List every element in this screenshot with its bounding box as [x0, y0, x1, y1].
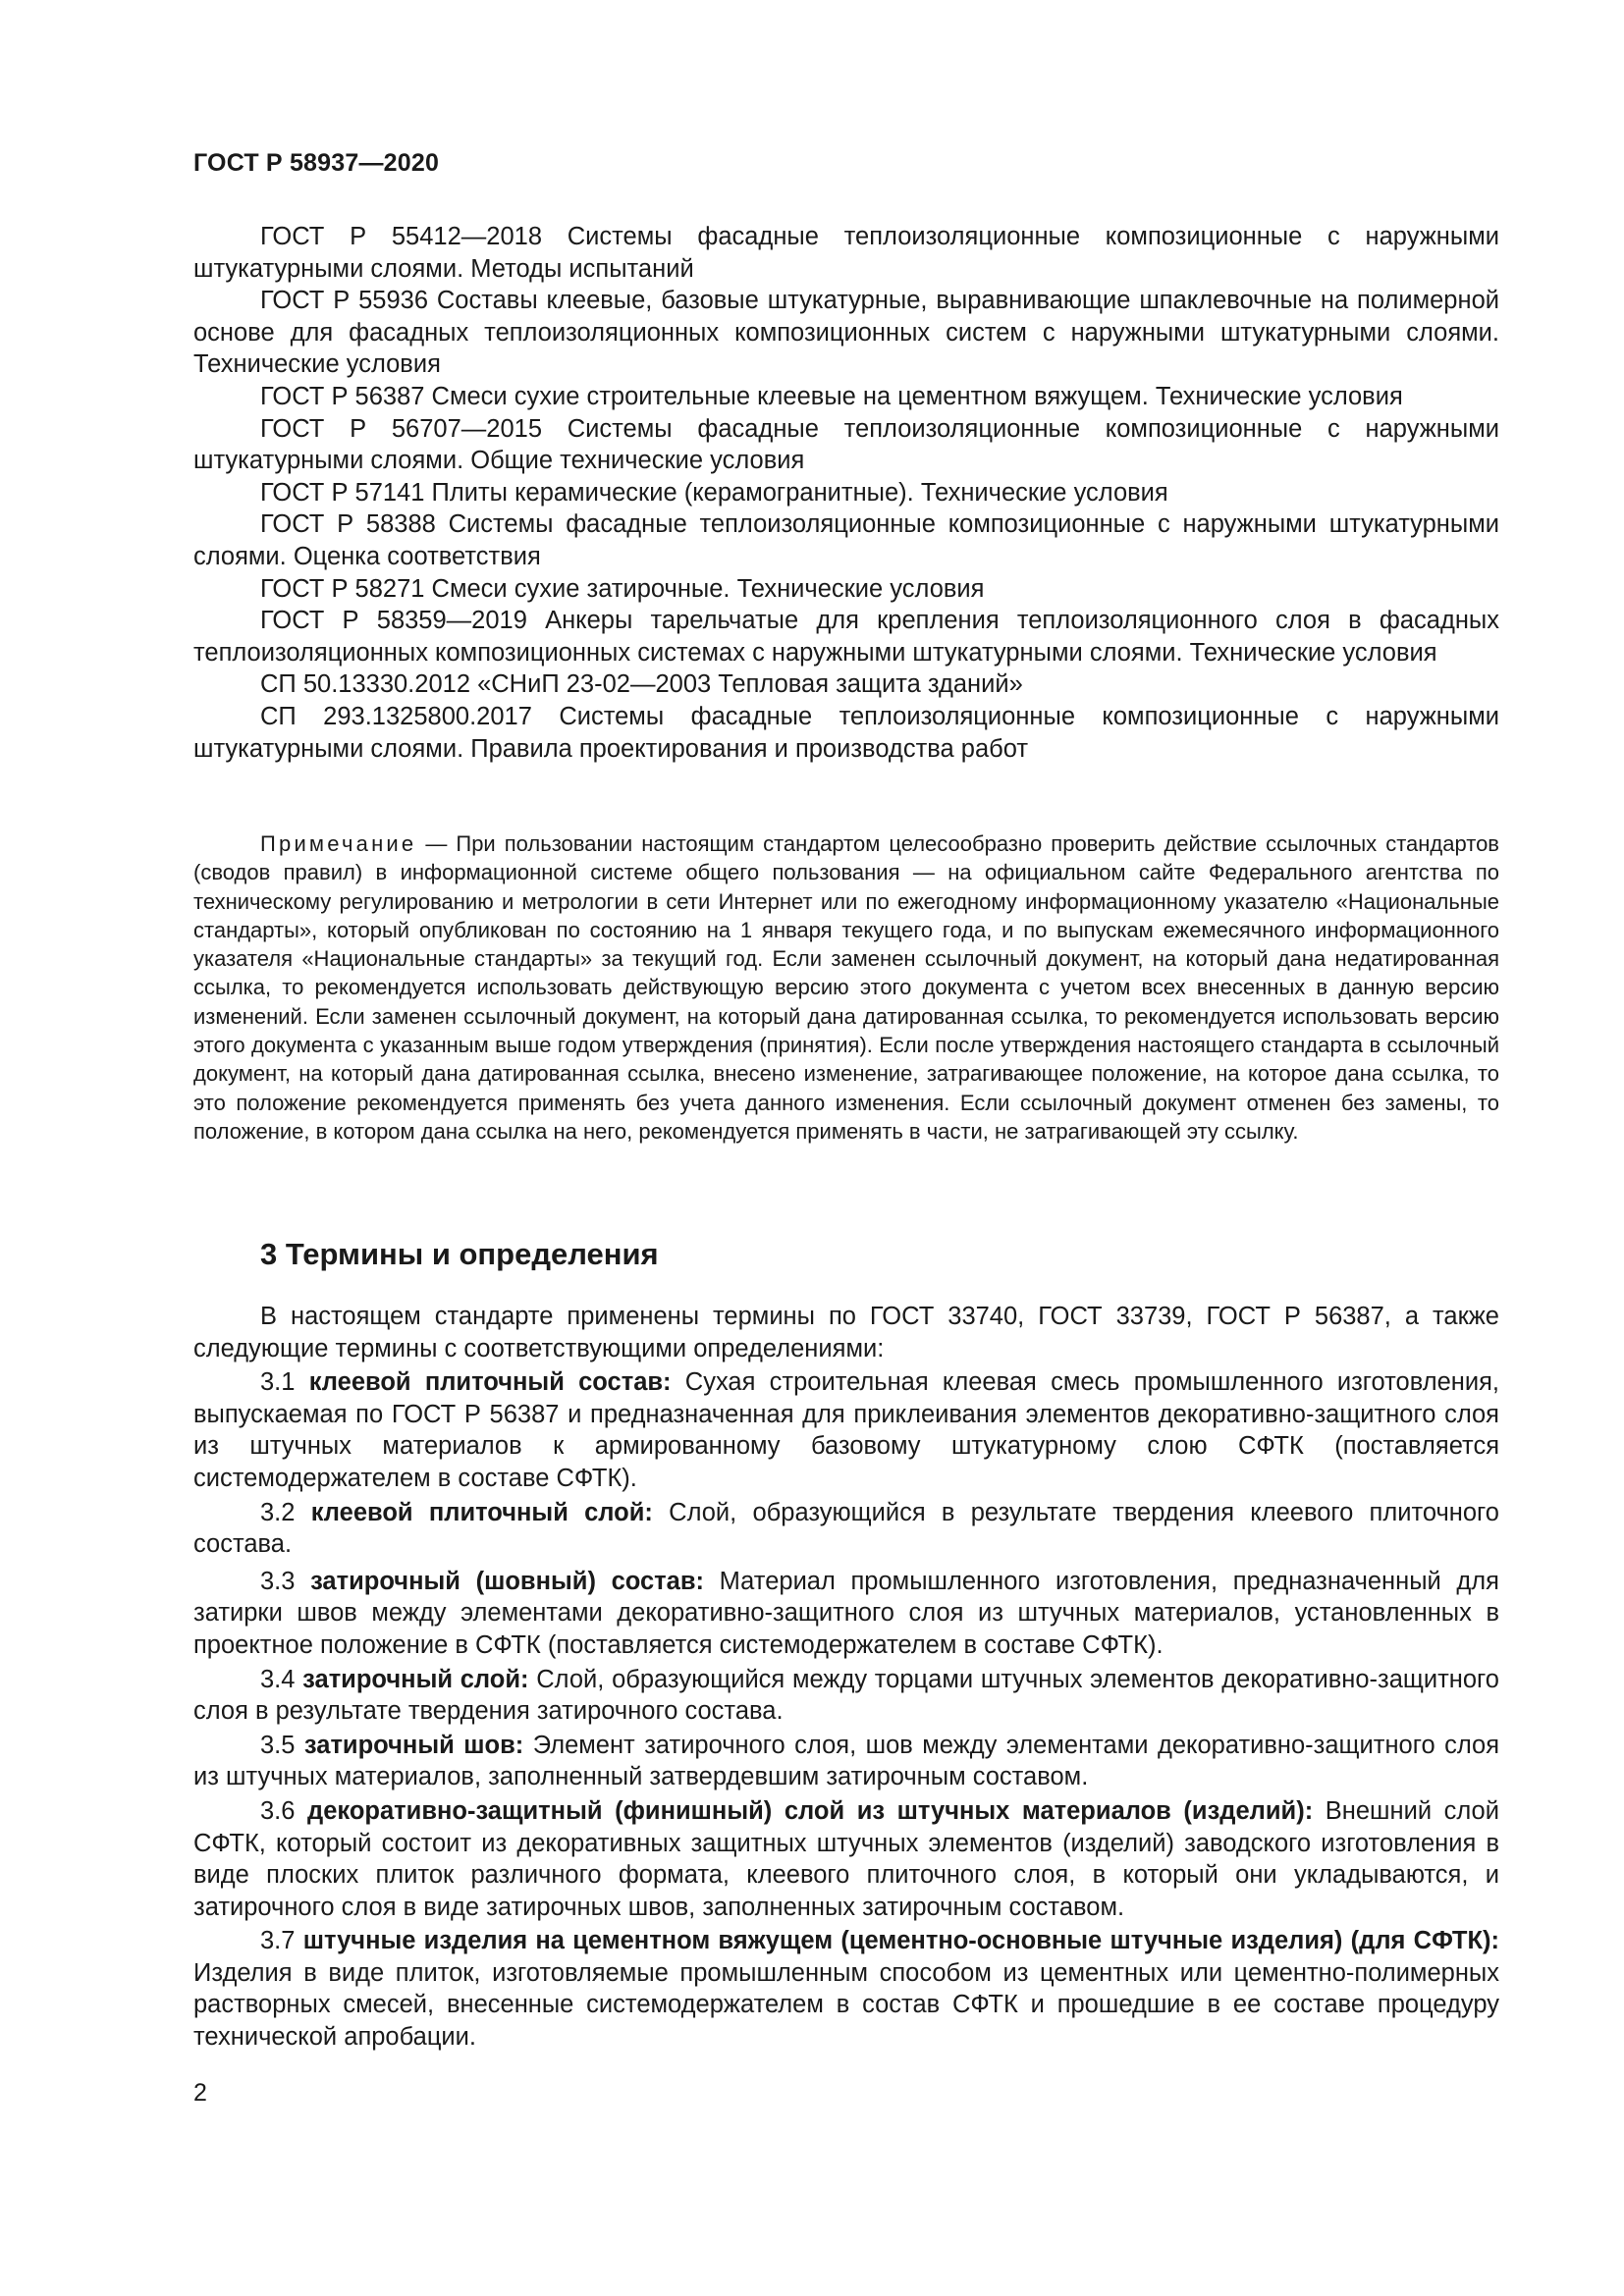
term-definition: Слой, образующийся в результате твердения клеевого плиточного состава. [193, 1498, 1499, 1559]
term-definition: Внешний слой СФТК, который состоит из декоративных защитных штучных элементов (изделий) заводского изготовления в виде плоских плиток различного формата, клеевого плиточного слоя, в который они укладываются, и затирочного слоя в виде затирочных швов, заполненных затирочным составом. [193, 1796, 1499, 1921]
term-definition: Материал промышленного изготовления, предназначенный для затирки швов между элементами декоративно-защитного слоя из штучных материалов, установленных в проектное положение в СФТК (поставляется системодержателем в составе СФТК). [193, 1567, 1499, 1659]
document-code-header: ГОСТ Р 58937—2020 [193, 149, 440, 177]
term-entry [193, 1366, 1499, 1494]
reference-item: ГОСТ Р 56707—2015 Системы фасадные теплоизоляционные композиционные с наружными штукатурными слоями. Общие технические условия [193, 414, 1499, 475]
reference-item: ГОСТ Р 58271 Смеси сухие затирочные. Технические условия [260, 574, 985, 603]
section-title: 3 Термины и определения [260, 1237, 659, 1271]
term-entry [193, 1566, 1499, 1662]
reference-item: СП 293.1325800.2017 Системы фасадные теплоизоляционные композиционные с наружными штукатурными слоями. Правила проектирования и производства работ [193, 702, 1499, 763]
term-entry [193, 1664, 1499, 1728]
term-name: затирочный слой: [302, 1665, 529, 1693]
term-number: 3.3 [260, 1567, 296, 1595]
page-number: 2 [193, 2079, 207, 2107]
reference-item: ГОСТ Р 56387 Смеси сухие строительные клеевые на цементном вяжущем. Технические условия [260, 382, 1403, 410]
term-number: 3.5 [260, 1731, 296, 1759]
references-note [193, 829, 1499, 1146]
reference-item: ГОСТ Р 55936 Составы клеевые, базовые штукатурные, выравнивающие шпаклевочные на полимерной основе для фасадных теплоизоляционных композиционных систем с наружными штукатурными слоями. Технические условия [193, 287, 1499, 379]
term-definition: Сухая строительная клеевая смесь промышленного изготовления, выпускаемая по ГОСТ Р 56387 и предназначенная для приклеивания элементов декоративно-защитного слоя из штучных материалов к армированному базовому штукатурному слою СФТК (поставляется системодержателем в составе СФТК). [193, 1368, 1499, 1492]
reference-item: ГОСТ Р 58359—2019 Анкеры тарельчатые для крепления теплоизоляционного слоя в фасадных теплоизоляционных композиционных системах с наружными штукатурными слоями. Технические условия [193, 607, 1499, 667]
term-entry [193, 1925, 1499, 2053]
term-number: 3.4 [260, 1665, 296, 1693]
term-number: 3.6 [260, 1796, 296, 1825]
note-text: — При пользовании настоящим стандартом целесообразно проверить действие ссылочных стандартов (сводов правил) в информационной системе общего пользования — на официальном сайте Федерального агентства по техническому регулированию и метрологии в сети Интернет или по ежегодному информационному указателю «Национальные стандарты», который опубликован по состоянию на 1 января текущего года, и по выпускам ежемесячного информационного указателя «Национальные стандарты» за текущий год. Если заменен ссылочный документ, на который дана недатированная ссылка, то рекомендуется использовать действующую версию этого документа с учетом всех внесенных в данную версию изменений. Если заменен ссылочный документ, на который дана датированная ссылка, то рекомендуется использовать версию этого документа с указанным выше годом утверждения (принятия). Если после утверждения настоящего стандарта в ссылочный документ, на который дана датированная ссылка, внесено изменение, затрагивающее положение, на которое дана ссылка, то это положение рекомендуется применять без учета данного изменения. Если ссылочный документ отменен без замены, то положение, в котором дана ссылка на него, рекомендуется применять в части, не затрагивающей эту ссылку. [193, 831, 1499, 1144]
term-entry [193, 1730, 1499, 1793]
term-name: клеевой плиточный слой: [310, 1498, 653, 1526]
term-definition: Элемент затирочного слоя, шов между элементами декоративно-защитного слоя из штучных материалов, заполненный затвердевшим затирочным составом. [193, 1731, 1499, 1791]
normative-references-list [193, 221, 1499, 765]
term-name: затирочный (шовный) состав: [310, 1567, 705, 1595]
term-number: 3.2 [260, 1498, 296, 1526]
term-number: 3.1 [260, 1368, 296, 1397]
term-definition: Изделия в виде плиток, изготовляемые промышленным способом из цементных или цементно-полимерных растворных смесей, внесенные системодержателем в состав СФТК и прошедшие в ее составе процедуру технической апробации. [193, 1958, 1499, 2052]
term-name: штучные изделия на цементном вяжущем (цементно-основные штучные изделия) (для СФТК): [302, 1927, 1499, 1955]
section-intro: В настоящем стандарте применены термины по ГОСТ 33740, ГОСТ 33739, ГОСТ Р 56387, а также следующие термины с соответствующими определениями: [193, 1303, 1499, 1362]
reference-item: ГОСТ Р 57141 Плиты керамические (керамогранитные). Технические условия [260, 478, 1168, 507]
terms-and-definitions [193, 1301, 1499, 2054]
reference-item: СП 50.13330.2012 «СНиП 23-02—2003 Тепловая защита зданий» [260, 670, 1023, 699]
term-entry [193, 1497, 1499, 1561]
reference-item: ГОСТ Р 58388 Системы фасадные теплоизоляционные композиционные с наружными штукатурными слоями. Оценка соответствия [193, 510, 1499, 570]
term-name: затирочный шов: [303, 1731, 524, 1759]
term-entry [193, 1795, 1499, 1923]
term-number: 3.7 [260, 1927, 296, 1955]
reference-item: ГОСТ Р 55412—2018 Системы фасадные теплоизоляционные композиционные с наружными штукатурными слоями. Методы испытаний [193, 223, 1499, 283]
term-name: клеевой плиточный состав: [308, 1368, 672, 1397]
note-paragraph [193, 829, 1499, 1146]
note-label: Примечание [260, 831, 417, 856]
term-name: декоративно-защитный (финишный) слой из штучных материалов (изделий): [307, 1796, 1314, 1825]
term-definition: Слой, образующийся между торцами штучных элементов декоративно-защитного слоя в результате твердения затирочного состава. [193, 1665, 1499, 1726]
